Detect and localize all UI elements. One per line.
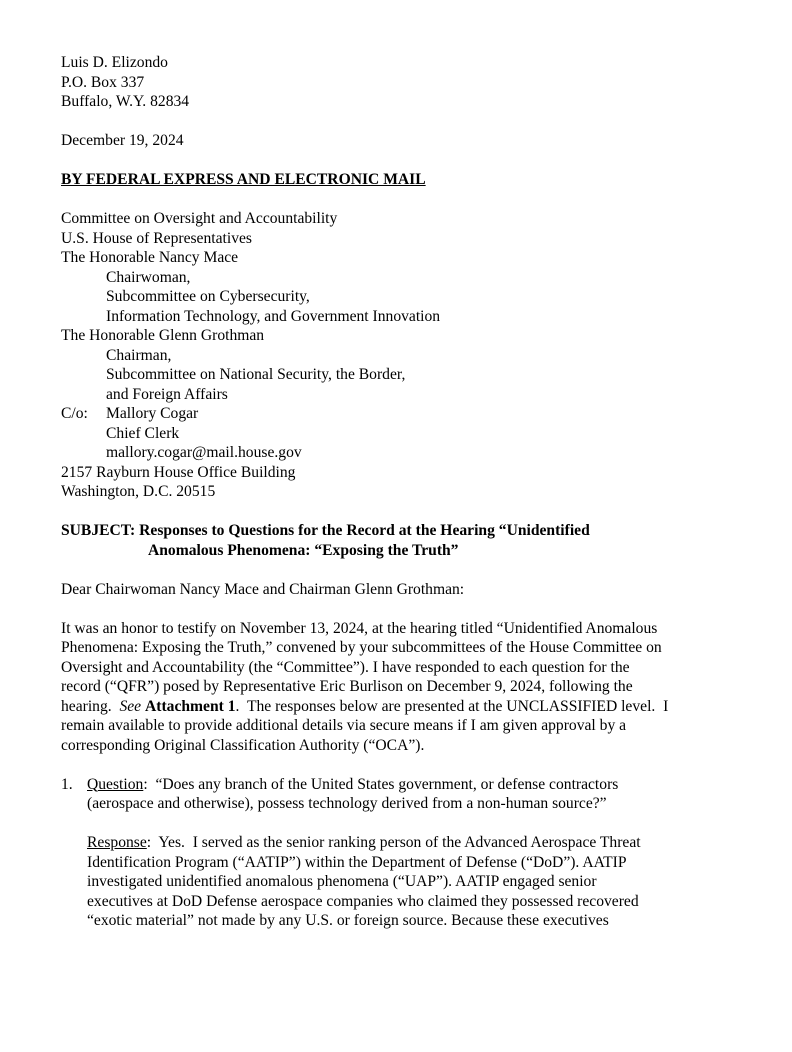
recipient-block (61, 209, 731, 502)
recipient-1-subcommittee-line-2: Information Technology, and Government Innovation (106, 307, 441, 325)
intro-line-4: record (“QFR”) posed by Representative Eric Burlison on December 9, 2024, following the (61, 678, 633, 695)
intro-line-2: Phenomena: Exposing the Truth,” convened by your subcommittees of the House Committee on (61, 639, 662, 656)
subject-block (61, 521, 731, 560)
intro-line-5 (61, 697, 731, 717)
care-of-name: Mallory Cogar (106, 405, 199, 422)
letter-page (61, 53, 731, 931)
question-label: Question (87, 775, 144, 793)
qfr-item-1 (61, 775, 731, 931)
salutation: Dear Chairwoman Nancy Mace and Chairman Glenn Grothman: (61, 580, 465, 598)
recipient-1-subcommittee-line-1: Subcommittee on Cybersecurity, (106, 288, 310, 305)
recipient-2-title: Chairman, (106, 346, 172, 364)
intro-line-5-c: . The responses below are presented at the UNCLASSIFIED level. I (235, 697, 669, 715)
attachment-reference: Attachment 1 (145, 697, 236, 715)
subject-label: SUBJECT: (61, 522, 136, 539)
care-of-label: C/o: (61, 405, 88, 422)
delivery-method: BY FEDERAL EXPRESS AND ELECTRONIC MAIL (61, 171, 426, 188)
sender-name: Luis D. Elizondo (61, 54, 168, 71)
intro-see: See (119, 697, 142, 715)
response-text-1: : Yes. I served as the senior ranking person of the Advanced Aerospace Threat (146, 834, 641, 851)
intro-line-3: Oversight and Accountability (the “Committee”). I have responded to each question for the (61, 658, 630, 676)
question-line-1 (87, 775, 731, 795)
intro-line-1: It was an honor to testify on November 13, 2024, at the hearing titled “Unidentified Anomalous (61, 619, 658, 637)
intro-paragraph (61, 619, 731, 756)
recipient-2-name: The Honorable Glenn Grothman (61, 327, 265, 344)
recipient-1-name: The Honorable Nancy Mace (61, 249, 239, 266)
recipient-address-line-1: 2157 Rayburn House Office Building (61, 463, 296, 481)
intro-line-7: corresponding Original Classification Authority (“OCA”). (61, 736, 425, 754)
recipient-2-subcommittee-line-1: Subcommittee on National Security, the Border, (106, 366, 406, 383)
response-line-5: “exotic material” not made by any U.S. or foreign source. Because these executives (87, 912, 609, 929)
question-line-2: (aerospace and otherwise), possess technology derived from a non-human source?” (87, 795, 607, 812)
response-label: Response (87, 834, 147, 851)
subject-line-1 (61, 521, 731, 541)
care-of-line (61, 404, 731, 424)
question-text-1: : “Does any branch of the United States government, or defense contractors (143, 775, 619, 793)
response-line-4: executives at DoD Defense aerospace companies who claimed they possessed recovered (87, 892, 639, 910)
letter-date: December 19, 2024 (61, 132, 184, 149)
care-of-title: Chief Clerk (106, 424, 180, 442)
subject-text-1: Responses to Questions for the Record at the Hearing “Unidentified (139, 522, 590, 539)
response-line-3: investigated unidentified anomalous phenomena (“UAP”). AATIP engaged senior (87, 873, 597, 890)
sender-address-line-2: Buffalo, W.Y. 82834 (61, 93, 190, 110)
recipient-1-title: Chairwoman, (106, 268, 191, 286)
care-of-email[interactable]: mallory.cogar@mail.house.gov (106, 444, 302, 461)
qfr-item-number: 1. (61, 775, 73, 793)
intro-line-5-a: hearing. (61, 697, 120, 715)
recipient-committee: Committee on Oversight and Accountability (61, 210, 338, 227)
intro-line-6: remain available to provide additional details via secure means if I am given approval by a (61, 717, 627, 734)
response-line-1 (87, 833, 731, 853)
subject-line-2: Anomalous Phenomena: “Exposing the Truth” (148, 541, 459, 559)
sender-block (61, 53, 731, 112)
response-line-2: Identification Program (“AATIP”) within the Department of Defense (“DoD”). AATIP (87, 853, 627, 871)
recipient-address-line-2: Washington, D.C. 20515 (61, 483, 216, 500)
sender-address-line-1: P.O. Box 337 (61, 73, 145, 91)
recipient-house: U.S. House of Representatives (61, 229, 252, 247)
recipient-2-subcommittee-line-2: and Foreign Affairs (106, 385, 228, 403)
